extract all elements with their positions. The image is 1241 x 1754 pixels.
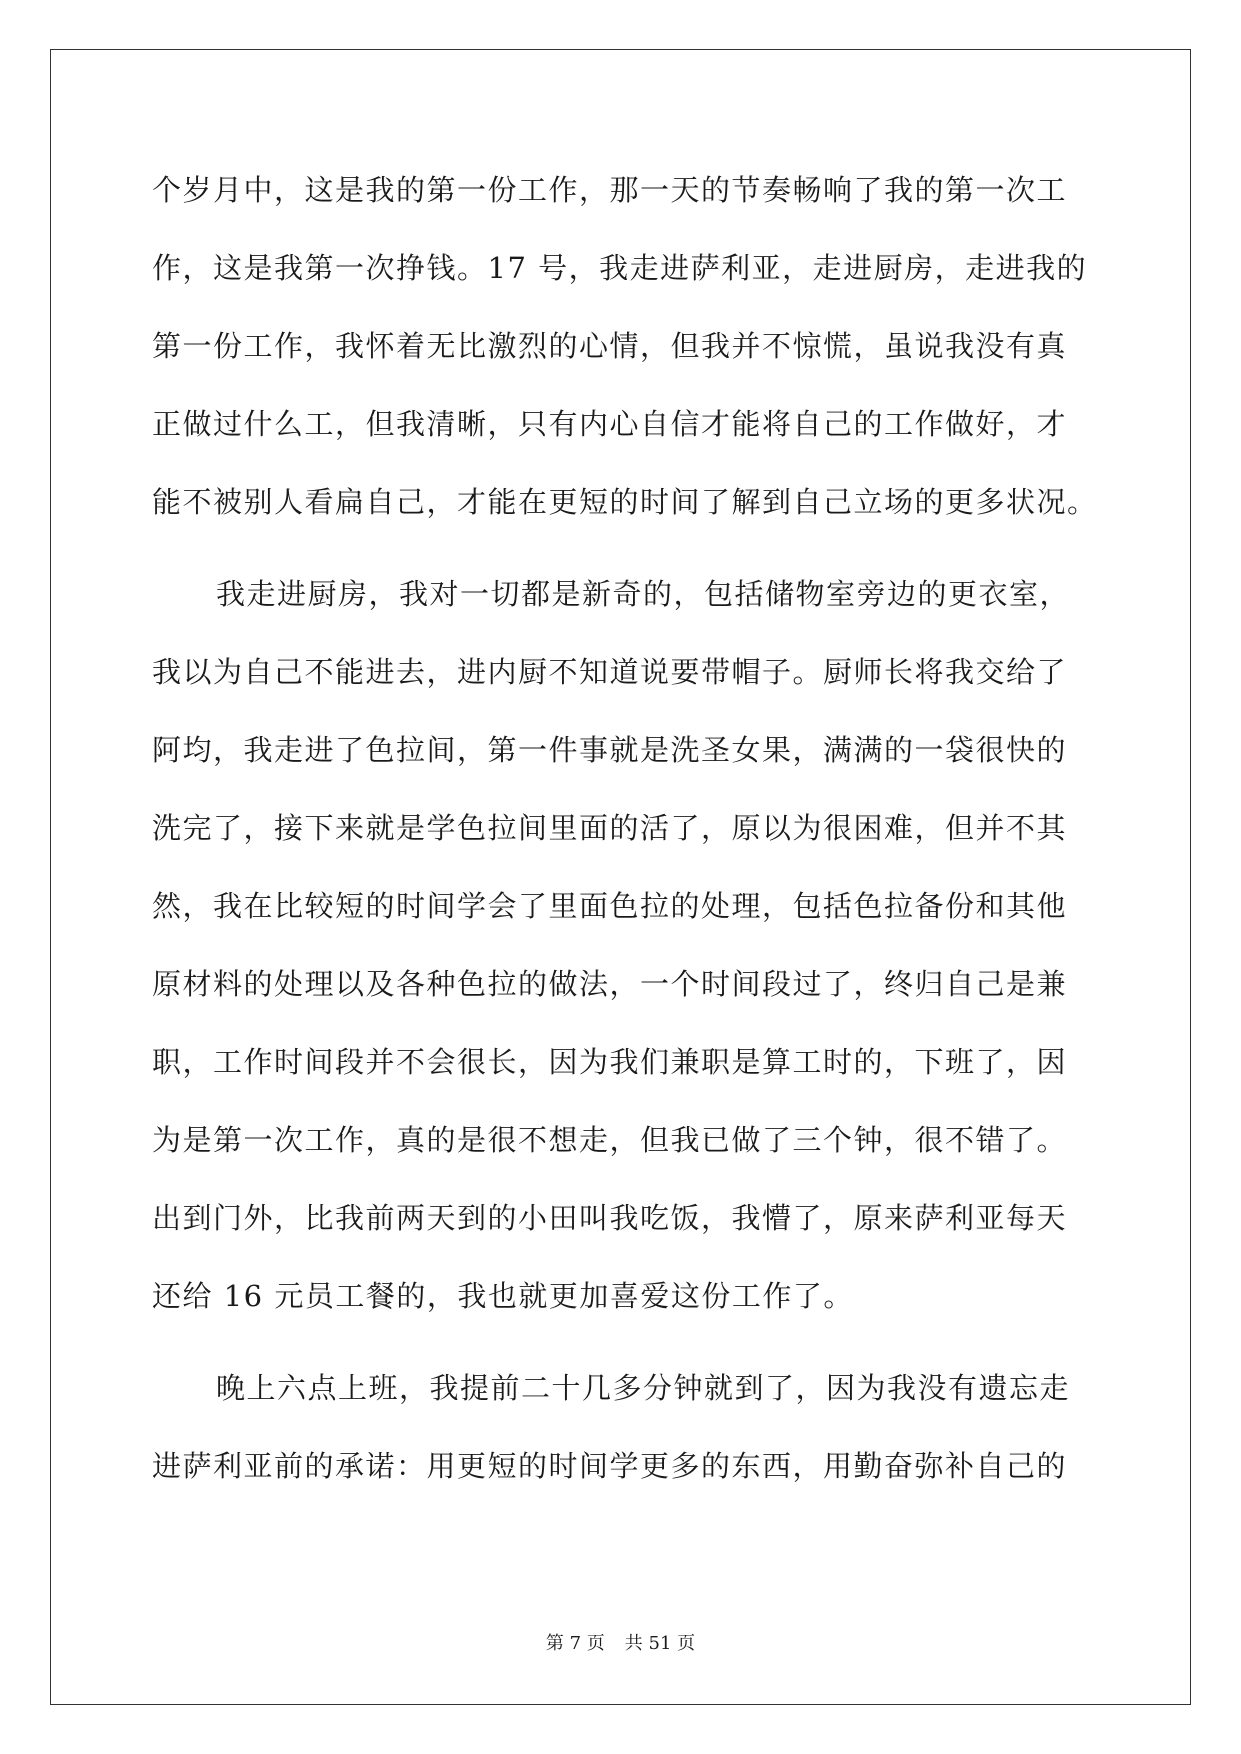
text-line: 作，这是我第一次挣钱。17 号，我走进萨利亚，走进厨房，走进我的 bbox=[152, 251, 1088, 285]
text-line: 出到门外，比我前两天到的小田叫我吃饭，我懵了，原来萨利亚每天 bbox=[152, 1201, 1068, 1235]
text-line: 洗完了，接下来就是学色拉间里面的活了，原以为很困难，但并不其 bbox=[152, 811, 1068, 845]
text-line: 我以为自己不能进去，进内厨不知道说要带帽子。厨师长将我交给了 bbox=[152, 655, 1068, 689]
total-page-count: 共 51 页 bbox=[624, 1633, 696, 1654]
text-line: 阿均，我走进了色拉间，第一件事就是洗圣女果，满满的一袋很快的 bbox=[152, 733, 1068, 767]
text-line: 第一份工作，我怀着无比激烈的心情，但我并不惊慌，虽说我没有真 bbox=[152, 329, 1068, 363]
text-line: 个岁月中，这是我的第一份工作，那一天的节奏畅响了我的第一次工 bbox=[152, 173, 1068, 207]
text-line: 还给 16 元员工餐的，我也就更加喜爱这份工作了。 bbox=[152, 1279, 854, 1313]
paragraph-start-line: 晚上六点上班，我提前二十几多分钟就到了，因为我没有遗忘走 bbox=[216, 1371, 1071, 1405]
page-footer bbox=[0, 1632, 1241, 1656]
text-line: 然，我在比较短的时间学会了里面色拉的处理，包括色拉备份和其他 bbox=[152, 889, 1068, 923]
text-line: 为是第一次工作，真的是很不想走，但我已做了三个钟，很不错了。 bbox=[152, 1123, 1068, 1157]
current-page-number: 第 7 页 bbox=[545, 1633, 605, 1654]
text-line: 正做过什么工，但我清晰，只有内心自信才能将自己的工作做好，才 bbox=[152, 407, 1068, 441]
document-body bbox=[152, 165, 1098, 1519]
text-line: 原材料的处理以及各种色拉的做法，一个时间段过了，终归自己是兼 bbox=[152, 967, 1068, 1001]
paragraph-start-line: 我走进厨房，我对一切都是新奇的，包括储物室旁边的更衣室， bbox=[216, 577, 1071, 611]
text-line: 能不被别人看扁自己，才能在更短的时间了解到自己立场的更多状况。 bbox=[152, 485, 1098, 519]
text-line: 进萨利亚前的承诺：用更短的时间学更多的东西，用勤奋弥补自己的 bbox=[152, 1449, 1068, 1483]
text-line: 职，工作时间段并不会很长，因为我们兼职是算工时的，下班了，因 bbox=[152, 1045, 1068, 1079]
